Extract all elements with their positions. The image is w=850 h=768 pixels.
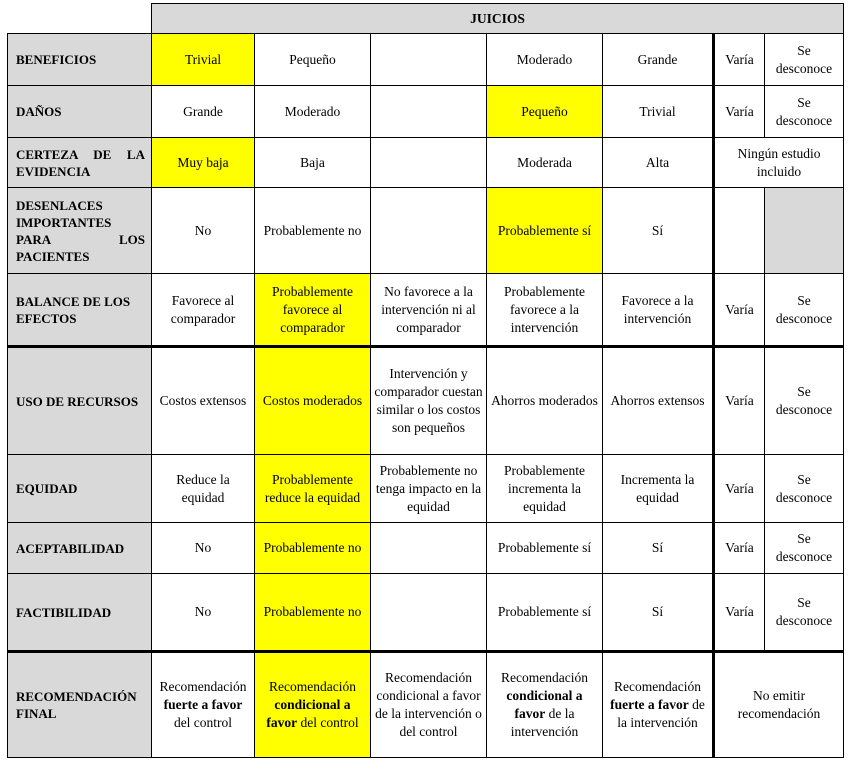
judgment-cell: Probablemente no tenga impacto en la equidad [371, 455, 487, 523]
row-equidad [8, 455, 844, 523]
judgment-cell: Moderado [255, 86, 371, 138]
judgments-table-container [7, 3, 844, 758]
judgment-cell-varia: Varía [714, 574, 765, 652]
judgment-cell-selected: Muy baja [152, 138, 255, 188]
judgment-cell: Sí [603, 188, 714, 274]
judgment-cell: Pequeño [255, 34, 371, 86]
row-desenlaces [8, 188, 844, 274]
judgment-cell: Incrementa la equidad [603, 455, 714, 523]
judgment-cell: Grande [603, 34, 714, 86]
row-label: FACTIBILIDAD [8, 574, 152, 652]
row-beneficios [8, 34, 844, 86]
judgment-cell: Probablemente sí [487, 574, 603, 652]
judgment-cell: Ahorros moderados [487, 347, 603, 455]
row-label: BALANCE DE LOS EFECTOS [8, 274, 152, 347]
judgment-cell-empty [714, 188, 765, 274]
judgment-cell-varia: Varía [714, 347, 765, 455]
judgment-cell: No [152, 188, 255, 274]
judgment-cell [371, 188, 487, 274]
judgment-cell-selected: Probablemente no [255, 523, 371, 574]
judgment-cell: Baja [255, 138, 371, 188]
recommendation-cell: Recomendación condicional a favor de la intervención o del control [371, 652, 487, 758]
header-row [8, 4, 844, 34]
row-label: RECOMENDACIÓN FINAL [8, 652, 152, 758]
row-recursos [8, 347, 844, 455]
judgment-cell-unknown: Se desconoce [765, 86, 844, 138]
recommendation-cell-selected: Recomendación condicional a favor del control [255, 652, 371, 758]
judgment-cell: Ahorros extensos [603, 347, 714, 455]
judgment-cell: No [152, 523, 255, 574]
judgment-cell: Moderada [487, 138, 603, 188]
judgment-cell: Trivial [603, 86, 714, 138]
judgment-cell [371, 574, 487, 652]
judgment-cell: Favorece a la intervención [603, 274, 714, 347]
row-recomendacion [8, 652, 844, 758]
judgment-cell-varia: Varía [714, 274, 765, 347]
judgment-cell: Sí [603, 574, 714, 652]
judgment-cell-selected: Probablemente favorece al comparador [255, 274, 371, 347]
judgment-cell: Probablemente incrementa la equidad [487, 455, 603, 523]
judgment-cell-unknown: Se desconoce [765, 274, 844, 347]
row-label: DAÑOS [8, 86, 152, 138]
row-factibilidad [8, 574, 844, 652]
row-aceptabilidad [8, 523, 844, 574]
judgment-cell-selected: Costos moderados [255, 347, 371, 455]
judgment-cell-unknown: Se desconoce [765, 34, 844, 86]
judgment-cell-unknown: Se desconoce [765, 455, 844, 523]
judgment-cell: Moderado [487, 34, 603, 86]
row-label: EQUIDAD [8, 455, 152, 523]
judgment-cell: Favorece al comparador [152, 274, 255, 347]
judgment-cell-selected: Probablemente sí [487, 188, 603, 274]
row-label: ACEPTABILIDAD [8, 523, 152, 574]
judgment-cell [371, 86, 487, 138]
judgment-cell-unknown: Se desconoce [765, 574, 844, 652]
judgment-cell: Probablemente no [255, 188, 371, 274]
judgment-cell [371, 138, 487, 188]
recommendation-cell: Recomendación fuerte a favor de la intervención [603, 652, 714, 758]
row-label: CERTEZA DE LA EVIDENCIA [8, 138, 152, 188]
judgment-cell: Alta [603, 138, 714, 188]
judgment-cell: Costos extensos [152, 347, 255, 455]
recommendation-cell: Recomendación condicional a favor de la intervención [487, 652, 603, 758]
corner-cell [8, 4, 152, 34]
judgment-cell-grey [765, 188, 844, 274]
no-recommendation-cell: No emitir recomendación [714, 652, 844, 758]
recommendation-cell: Recomendación fuerte a favor del control [152, 652, 255, 758]
row-label: DESENLACES IMPORTANTES PARA LOS PACIENTES [8, 188, 152, 274]
row-label: USO DE RECURSOS [8, 347, 152, 455]
row-danos [8, 86, 844, 138]
row-certeza [8, 138, 844, 188]
judgment-cell: Reduce la equidad [152, 455, 255, 523]
judgment-cell [371, 523, 487, 574]
judgment-cell: No [152, 574, 255, 652]
judgment-cell-selected: Probablemente no [255, 574, 371, 652]
judgment-cell: No favorece a la intervención ni al comparador [371, 274, 487, 347]
judgment-cell-no-studies: Ningún estudio incluido [714, 138, 844, 188]
judgment-cell-varia: Varía [714, 86, 765, 138]
judgments-header: JUICIOS [152, 4, 844, 34]
judgment-cell-selected: Pequeño [487, 86, 603, 138]
judgment-cell: Intervención y comparador cuestan similar o los costos son pequeños [371, 347, 487, 455]
judgment-cell: Grande [152, 86, 255, 138]
row-balance [8, 274, 844, 347]
judgment-cell [371, 34, 487, 86]
judgment-cell: Probablemente favorece a la intervención [487, 274, 603, 347]
judgment-cell-varia: Varía [714, 523, 765, 574]
judgment-cell: Sí [603, 523, 714, 574]
judgment-cell-unknown: Se desconoce [765, 523, 844, 574]
judgment-cell-varia: Varía [714, 34, 765, 86]
judgment-cell-unknown: Se desconoce [765, 347, 844, 455]
row-label: BENEFICIOS [8, 34, 152, 86]
judgment-cell-selected: Trivial [152, 34, 255, 86]
judgment-cell: Probablemente sí [487, 523, 603, 574]
judgments-table [7, 3, 844, 758]
judgment-cell-varia: Varía [714, 455, 765, 523]
judgment-cell-selected: Probablemente reduce la equidad [255, 455, 371, 523]
